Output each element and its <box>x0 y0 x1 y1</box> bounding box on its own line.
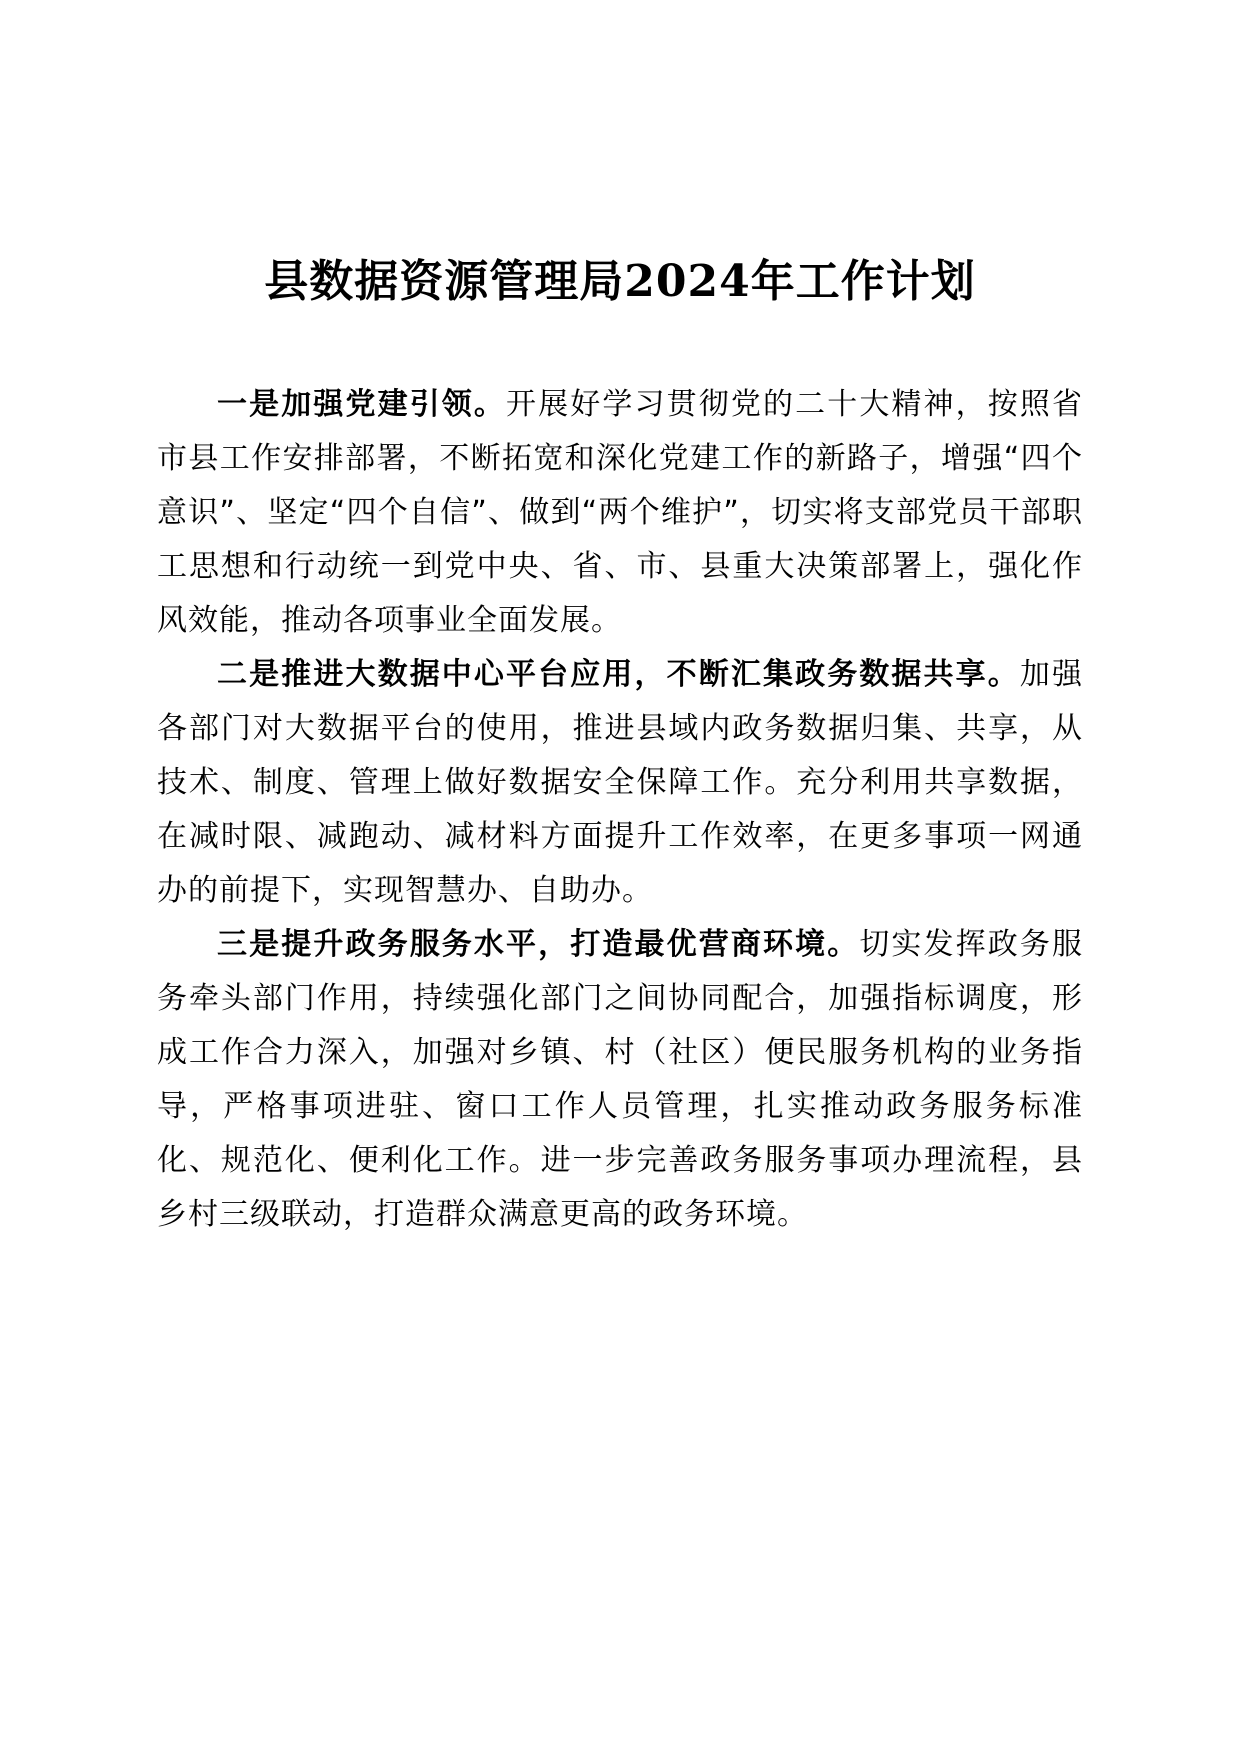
paragraph-text: 加强各部门对大数据平台的使用，推进县域内政务数据归集、共享，从技术、制度、管理上做好数据安全保障工作。充分利用共享数据，在减时限、减跑动、减材料方面提升工作效率，在更多事项一网通办的前提下，实现智慧办、自助办。 <box>157 657 1084 908</box>
paragraph-text: 开展好学习贯彻党的二十大精神，按照省市县工作安排部署，不断拓宽和深化党建工作的新路子，增强“四个意识”、坚定“四个自信”、做到“两个维护”，切实将支部党员干部职工思想和行动统一到党中央、省、市、县重大决策部署上，强化作风效能，推动各项事业全面发展。 <box>157 387 1084 638</box>
document-title: 县数据资源管理局2024年工作计划 <box>264 256 976 307</box>
paragraph-lead: 三是提升政务服务水平，打造最优营商环境。 <box>217 927 860 962</box>
paragraph-lead: 一是加强党建引领。 <box>217 387 507 422</box>
document-body <box>157 378 1083 1242</box>
paragraph-lead: 二是推进大数据中心平台应用，不断汇集政务数据共享。 <box>217 657 1020 692</box>
paragraph-government-services <box>157 918 1083 1242</box>
paragraph-party-building <box>157 378 1083 648</box>
paragraph-text: 切实发挥政务服务牵头部门作用，持续强化部门之间协同配合，加强指标调度，形成工作合力深入，加强对乡镇、村（社区）便民服务机构的业务指导，严格事项进驻、窗口工作人员管理，扎实推动政务服务标准化、规范化、便利化工作。进一步完善政务服务事项办理流程，县乡村三级联动，打造群众满意更高的政务环境。 <box>157 927 1084 1232</box>
paragraph-big-data-platform <box>157 648 1083 918</box>
